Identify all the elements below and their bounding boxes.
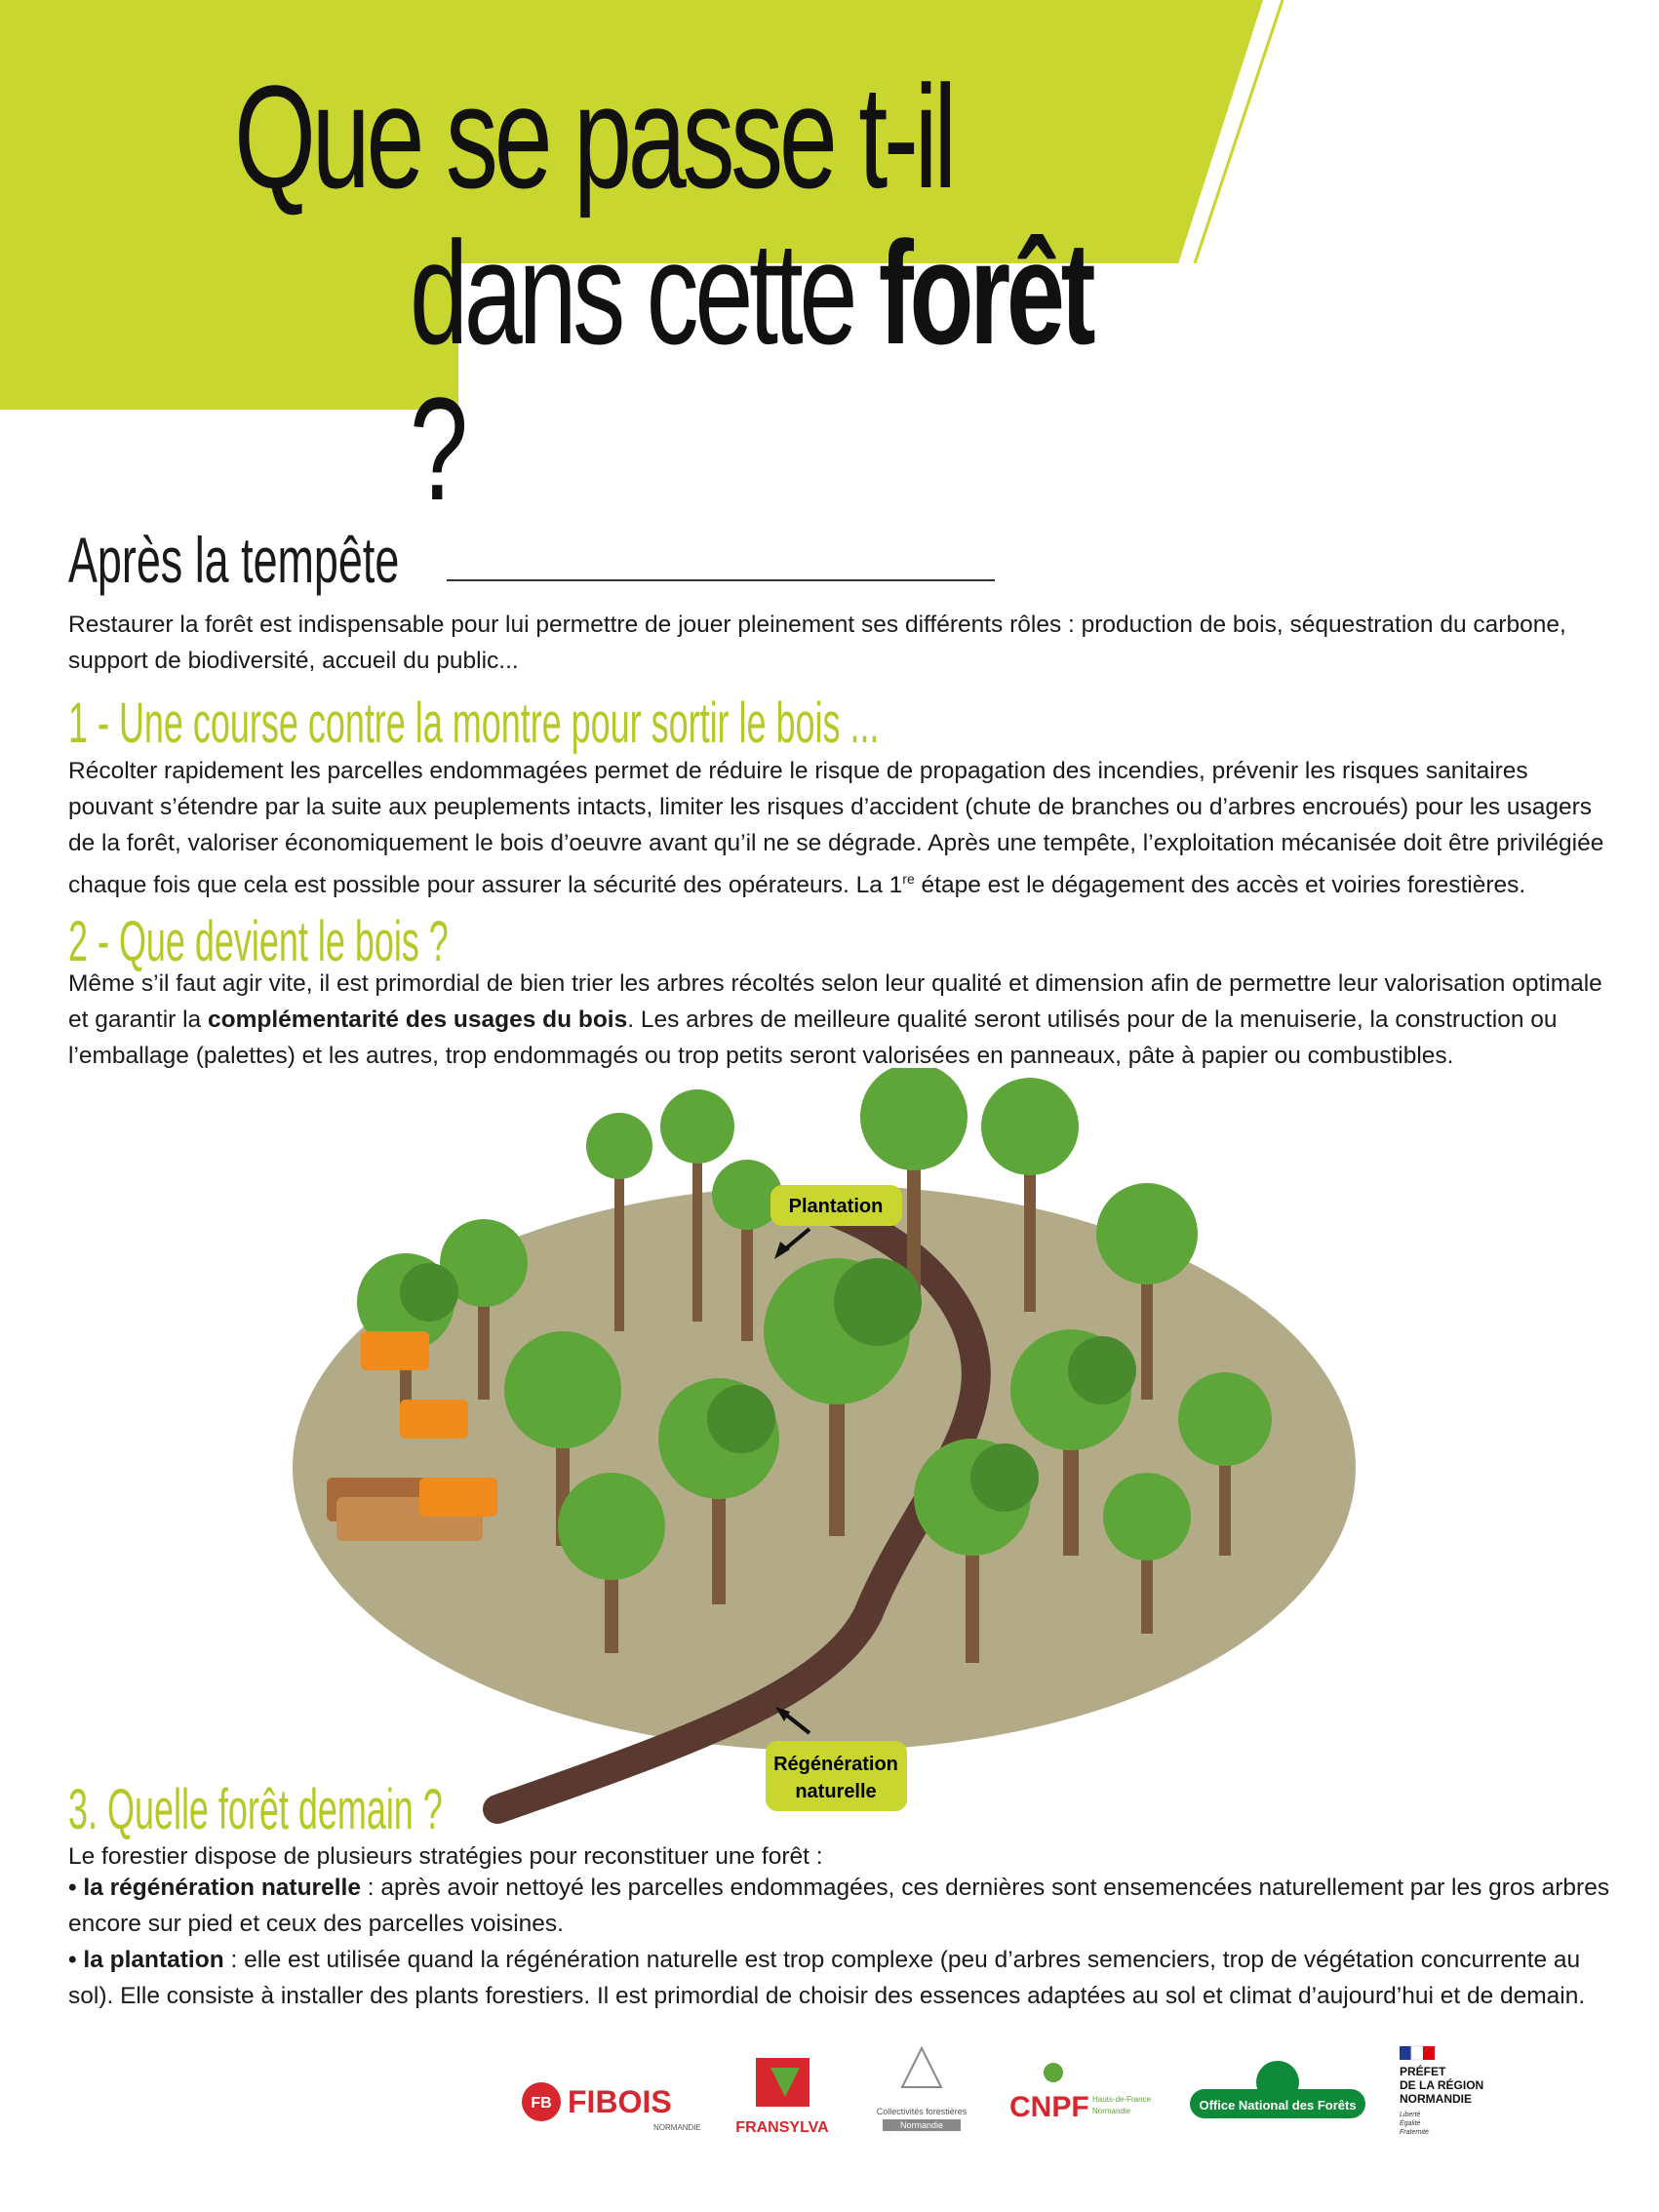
cnpf-logo: [1009, 2063, 1152, 2123]
title-line-1: Que se passe t-il: [234, 55, 953, 218]
fransylva-logo: [735, 2058, 829, 2136]
prefet-logo: [1400, 2046, 1483, 2136]
regeneration-label-line-2: naturelle: [795, 1781, 877, 1802]
section-heading-after-storm: Après la tempête: [68, 524, 400, 596]
bullet-regeneration-term: • la régénération naturelle: [68, 1875, 361, 1901]
onf-name: Office National des Forêts: [1199, 2098, 1357, 2113]
bullet-plantation-term: • la plantation: [68, 1947, 224, 1973]
prefet-line-3: NORMANDIE: [1400, 2092, 1472, 2106]
section-2-paragraph: [68, 966, 1619, 1074]
title-line-2-suffix: ?: [410, 367, 464, 531]
heading-divider: [447, 579, 995, 581]
cofor-line-2: Normandie: [899, 2120, 944, 2130]
onf-logo: [1190, 2061, 1365, 2118]
section-heading-2: 2 - Que devient le bois ?: [68, 910, 449, 973]
section-1-paragraph: [68, 753, 1619, 903]
prefet-motto-2: Égalité: [1400, 2120, 1421, 2127]
title-line-2-prefix: dans cette: [410, 211, 879, 375]
section-2-bold-text: complémentarité des usages du bois: [208, 1007, 628, 1033]
prefet-motto-1: Liberté: [1400, 2112, 1421, 2118]
section-3-intro: Le forestier dispose de plusieurs stratégies pour reconstituer une forêt :: [68, 1843, 823, 1870]
section-2-text-b: . Les arbres de meilleure qualité seront utilisés pour de la menuiserie, la construction ou l’emballage (palettes) et les autres, trop endommagés ou trop petits seront valorisées en panneaux, pâte à papier ou combustibles.: [68, 1007, 1558, 1069]
intro-paragraph: Restaurer la forêt est indispensable pour lui permettre de jouer pleinement ses différents rôles : production de bois, séquestration du carbone, support de biodiversité, accueil du public...: [68, 612, 1566, 674]
section-1-text-b: étape est le dégagement des accès et voiries forestières.: [914, 872, 1526, 899]
regeneration-label-line-1: Régénération: [773, 1754, 898, 1775]
cnpf-sub-1: Hauts-de-France: [1092, 2095, 1152, 2104]
section-1-superscript: re: [902, 871, 915, 887]
bullet-plantation-text: : elle est utilisée quand la régénération naturelle est trop complexe (peu d’arbres semenciers, trop de végétation concurrente au sol). Elle consiste à installer des plants forestiers. Il est primordial de choisir des essences adaptées au sol et climat d’aujourd’hui et de demain.: [68, 1947, 1586, 2009]
cofor-line-1: Collectivités forestières: [876, 2107, 968, 2116]
section-3-bullet-plantation: [68, 1942, 1619, 2014]
partner-logos: [507, 2029, 1600, 2165]
fibois-sub: NORMANDIE: [653, 2123, 701, 2132]
section-1-text-a: Récolter rapidement les parcelles endommagées permet de réduire le risque de propagation des incendies, prévenir les risques sanitaires pouvant s’étendre par la suite aux peuplements intacts, limiter les risques d’accident (chute de branches ou d’arbres encroués) pour les usagers de la forêt, valoriser économiquement le bois d’oeuvre avant qu’il ne se dégrade. Après une tempête, l’exploitation mécanisée doit être privilégiée chaque fois que cela est possible pour assurer la sécurité des opérateurs. La 1: [68, 758, 1604, 899]
prefet-motto-3: Fraternité: [1400, 2129, 1429, 2136]
forest-illustration: [283, 1068, 1385, 1829]
title-line-2: [410, 211, 1147, 531]
fibois-name: FIBOIS: [568, 2084, 672, 2119]
cofor-logo: [877, 2048, 968, 2131]
title-keyword: forêt: [878, 211, 1092, 375]
section-heading-1: 1 - Une course contre la montre pour sortir le bois ...: [68, 691, 880, 755]
bullet-regeneration-text: : après avoir nettoyé les parcelles endommagées, ces dernières sont ensemencées naturellement par les gros arbres encore sur pied et ceux des parcelles voisines.: [68, 1875, 1610, 1937]
page-title: [234, 55, 1147, 531]
fibois-logo: [522, 2082, 701, 2132]
plantation-label: Plantation: [788, 1196, 884, 1217]
cnpf-name: CNPF: [1009, 2091, 1089, 2123]
section-3-bullet-regeneration: [68, 1870, 1619, 1942]
fransylva-name: FRANSYLVA: [735, 2119, 829, 2136]
prefet-line-1: PRÉFET: [1400, 2065, 1446, 2078]
fibois-mark: FB: [531, 2095, 552, 2112]
cnpf-sub-2: Normandie: [1092, 2107, 1131, 2115]
section-2-text-a: Même s’il faut agir vite, il est primordial de bien trier les arbres récoltés selon leur qualité et dimension afin de permettre leur valorisation optimale et garantir la: [68, 970, 1602, 1033]
prefet-line-2: DE LA RÉGION: [1400, 2078, 1484, 2092]
section-heading-3: 3. Quelle forêt demain ?: [68, 1778, 443, 1841]
